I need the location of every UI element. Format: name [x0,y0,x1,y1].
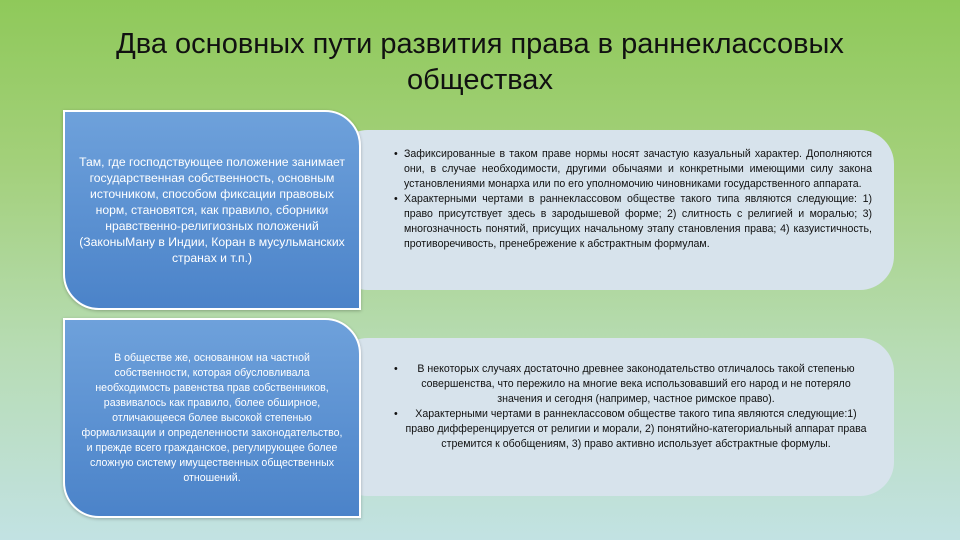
bullet-1-1: • Зафиксированные в таком праве нормы носят зачастую казуальный характер. Дополняются они, в случае необходимости, другими обычаями и конкретными имеющими силу закона установлениями монарха или по его уполномочию чиновниками государственного аппарата. [394,147,872,192]
details-box-1 [334,130,894,290]
path-box-1 [63,110,361,310]
bullet-1-2: • Характерными чертами в раннеклассовом обществе такого типа являются следующие: 1) право присутствует здесь в зародышевой форме; 2) слитность с религией и моралью; 3) многозначность понятий, присущих начальному этапу становления права; 4) казуистичность, противоречивость, пренебрежение к абстрактным формулам. [394,192,872,252]
row-private-property [0,318,960,518]
path-box-2-text: В обществе же, основанном на частной собственности, которая обусловливала необходимость равенства прав собственников, развивалось как правило, более обширное, отличающееся более высокой степенью формализации и определенности законодательство, и прежде всего гражданское, регулирующее более сложную систему имущественных общественных отношений. [81,351,343,484]
slide-title: Два основных пути развития права в раннеклассовых обществах [116,28,844,96]
row-state-property [0,108,960,310]
path-box-2 [63,318,361,518]
path-box-1-text: Там, где господствующее положение занимает государственная собственность, основным источником, способом фиксации правовых норм, становятся, как правило, сборники нравственно-религиозных положений (ЗаконыМану в Индии, Коран в мусульманских странах и т.п.) [79,155,345,265]
bullet-2-1: • В некоторых случаях достаточно древнее законодательство отличалось такой степенью совершенства, что пережило на многие века использовавший его народ и не потеряло значения и сегодня (например, частное римское право). [394,362,868,407]
details-box-2 [334,338,894,496]
bullet-2-2: • Характерными чертами в раннеклассовом обществе такого типа являются следующие:1) право дифференцируется от религии и морали, 2) понятийно-категориальный аппарат права стремится к обобщениям, 3) право активно использует абстрактные формулы. [394,407,868,452]
